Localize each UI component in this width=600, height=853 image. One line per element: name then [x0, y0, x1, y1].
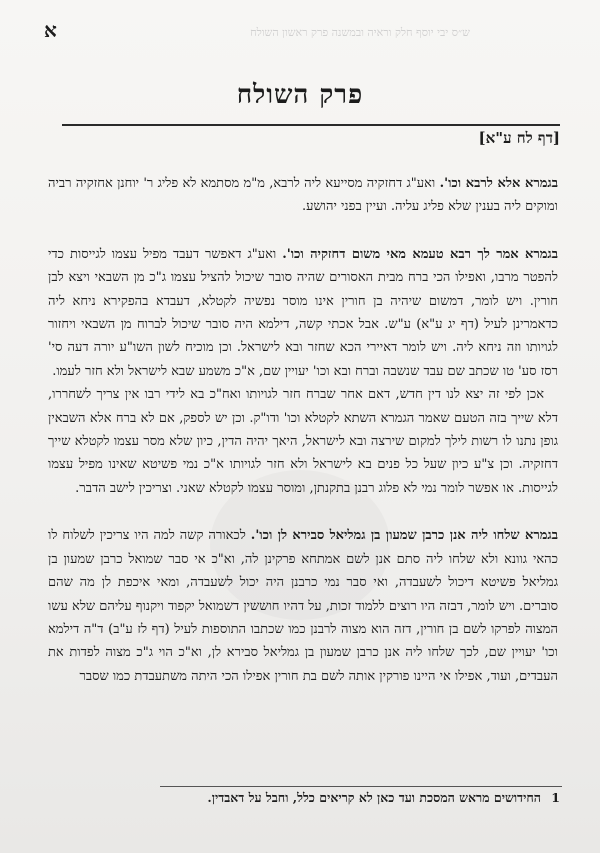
- footnote: [40, 790, 560, 806]
- paragraph-text: לכאורה קשה למה היו צריכין לשלוח לו כהאי גוונא ולא שלחו ליה סתם אנן לשם אמתחא פרקינן לה, וא"כ אי סבר שמואל כרבן שמעון בן גמליאל פשיטא דיכול לשעבדה, ואי סבר נמי כרבנן היה יכול לשעבדה, ומאי איכפת לן מה שהם סוברים. ויש לומר, דבזה היו רוצים ללמוד זכות, על דהיו חוששין דשמואל יקפוד ויקנוף עליהם שלא עשו המצוה לפרקו לשם בן חורין, דזה הוא מצוה לרבנן כמו שכתבו התוספות לעיל (דף לז ע"ב) ד"ה דילמא וכו' יעויין שם, לכך שלחו ליה אנן כרבן שמעון בן גמליאל סבירא לן, וא"כ הוי ג"כ מצוה לפדות את העבדים, ועוד, אפילו אי היינו פורקין אותה לשם בת חורין אפילו הכי היתה משתעבדת כמו שסבר: [48, 528, 558, 684]
- paragraph-text: ואע"ג דחזקיה מסייעא ליה לרבא, מ"מ מסתמא לא פליג ר' יוחנן אחזקיה רביה ומוקים ליה בענין שלא פליג עליה. ועיין בפני יהושע.: [48, 176, 558, 215]
- paragraph-text: אכן לפי זה יצא לנו דין חדש, דאם אחר שברח חזר לגויותו ואח"כ בא לידי רבו אין צריך לשחררו, דלא שייך בזה הטעם שאמר הגמרא השתא לקטלא וכו' ודו"ק. וכן יש לספק, אם לא ברח אלא השבאין גופן נתנו לו רשות לילך למקום שירצה ובא לישראל, היאך יהיה הדין, כיון שלא מסר עצמו לקטלא שייך דחזקיה. וכן צ"ע כיון שעל כל פנים בא לישראל ולא חזר לגויותו א"כ נמי פשיטא שאינו מפיל עצמו לגייסות. או אפשר לומר נמי לא פלוג רבנן בתקנתן, ומוסר עצמו לקטלא שאני. וצריכין לישב הדבר.: [48, 387, 558, 496]
- paragraph-text: ואע"ג דאפשר דעבד מפיל עצמו לגייסות כדי להפטר מרבו, ואפילו הכי ברח מבית האסורים שהיה סובר שיכול להציל עצמו ג"כ מן השבאי ויצא לבן חורין. ויש לומר, דמשום שיהיה בן חורין אינו מוסר נפשיה לקטלא, דעבדא בהפקירא ניחא ליה כדאמרינן לעיל (דף יג ע"א) ע"ש. אבל אכתי קשה, דילמא היה סובר שיכול לברוח מן השבאי ויחזור לגויותו וזה ניחא ליה. ויש לומר דאיירי הכא שחזר ובא לישראל. וכן מוכיח לשון השו"ע יורה דעה סי' רסז סע' טו שכתב שם עבד שנשבה וברח ובא וכו' יעויין שם, א"כ משמע שבא לישראל ולא חזר לעמו.: [48, 246, 558, 379]
- paragraph-4: [48, 524, 558, 688]
- paragraph-1: [48, 172, 558, 219]
- footnote-text: החידושים מראש המסכת ועד כאן לא קריאים כלל, וחבל על דאבדין.: [207, 790, 541, 805]
- footnote-number: 1: [551, 790, 560, 805]
- bleed-through-text: ש״ס יבי יוסף חלק וראיה ובמשנה פרק ראשון השולח: [250, 26, 470, 39]
- footnote-divider: [160, 786, 562, 787]
- main-content: [48, 172, 558, 712]
- paragraph-2: [48, 243, 558, 383]
- daf-reference: [דף לח ע"א]: [478, 129, 560, 147]
- paragraph-lead: בגמרא אלא לרבא וכו'.: [439, 176, 558, 191]
- paragraph-lead: בגמרא שלחו ליה אנן כרבן שמעון בן גמליאל סבירא לן וכו'.: [250, 528, 558, 544]
- title-divider: [62, 124, 560, 126]
- chapter-title: פרק השולח: [236, 80, 364, 110]
- page-letter: א: [44, 18, 57, 42]
- paragraph-3: [48, 383, 558, 500]
- paragraph-lead: בגמרא אמר לך רבא טעמא מאי משום דחזקיה וכו'.: [282, 246, 558, 262]
